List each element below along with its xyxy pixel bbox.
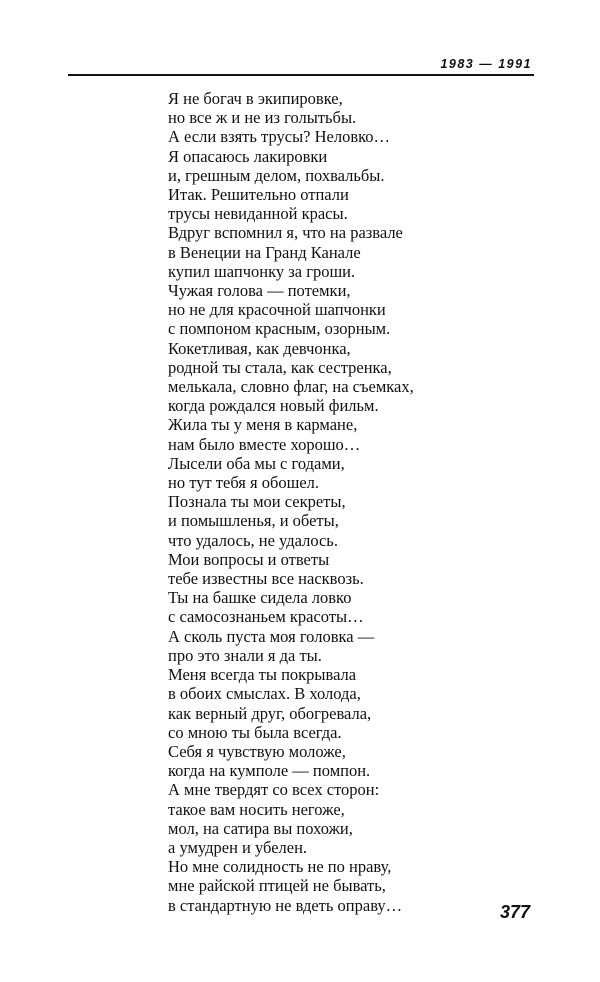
poem-line: Жила ты у меня в кармане, <box>168 415 358 435</box>
poem-line: Познала ты мои секреты, <box>168 492 346 512</box>
poem-line: нам было вместе хорошо… <box>168 434 361 454</box>
poem-line: Но мне солидность не по нраву, <box>168 857 392 877</box>
poem-line: трусы невиданной красы. <box>168 204 348 224</box>
poem-line: и, грешным делом, похвальбы. <box>168 165 385 185</box>
poem-line: Ты на башке сидела ловко <box>168 588 352 608</box>
poem-line: и помышленья, и обеты, <box>168 511 339 531</box>
poem-line: а умудрен и убелен. <box>168 837 308 857</box>
poem-line: с помпоном красным, озорным. <box>168 319 391 339</box>
poem-line: Чужая голова — потемки, <box>168 281 351 301</box>
poem-line: Я не богач в экипировке, <box>168 89 343 108</box>
poem-line: тебе известны все насквозь. <box>168 569 364 589</box>
poem-line: когда на кумполе — помпон. <box>168 761 371 781</box>
poem-line: Мои вопросы и ответы <box>168 549 330 569</box>
poem-line: купил шапчонку за гроши. <box>168 261 356 281</box>
poem-text <box>168 89 414 915</box>
running-header-title: 1983 — 1991 <box>440 57 532 71</box>
poem-line: Кокетливая, как девчонка, <box>168 338 351 358</box>
poem-line: мол, на сатира вы похожи, <box>168 818 353 838</box>
poem-line: мелькала, словно флаг, на съемках, <box>168 377 414 397</box>
poem-line: Я опасаюсь лакировки <box>168 146 328 166</box>
poem-line: в стандартную не вдеть оправу… <box>168 895 403 915</box>
poem-line: родной ты стала, как сестренка, <box>168 357 392 377</box>
poem-line: со мною ты была всегда. <box>168 722 342 742</box>
poem-line: Лысели оба мы с годами, <box>168 453 345 473</box>
poem-line: такое вам носить негоже, <box>168 799 345 819</box>
poem-line: Вдруг вспомнил я, что на развале <box>168 223 403 243</box>
poem-line: в Венеции на Гранд Канале <box>168 242 361 262</box>
poem-line: А если взять трусы? Неловко… <box>168 127 391 147</box>
poem-line: что удалось, не удалось. <box>168 530 338 550</box>
poem-line: но не для красочной шапчонки <box>168 300 386 320</box>
poem-line: в обоих смыслах. В холода, <box>168 684 361 704</box>
poem-line: Меня всегда ты покрывала <box>168 665 357 685</box>
poem-line: Итак. Решительно отпали <box>168 185 349 205</box>
poem-line: когда рождался новый фильм. <box>168 396 379 416</box>
poem-line: но тут тебя я обошел. <box>168 473 320 493</box>
poem-line: мне райской птицей не бывать, <box>168 876 386 896</box>
poem-line: но все ж и не из голытьбы. <box>168 108 357 128</box>
header-rule <box>68 74 534 76</box>
page-number: 377 <box>499 902 530 922</box>
poem-line: с самосознаньем красоты… <box>168 607 364 627</box>
poem-line: А сколь пуста моя головка — <box>168 626 375 646</box>
poem-line: как верный друг, обогревала, <box>168 703 372 723</box>
poem-line: про это знали я да ты. <box>168 645 322 665</box>
poem-line: Себя я чувствую моложе, <box>168 741 346 761</box>
poem-line: А мне твердят со всех сторон: <box>168 780 380 800</box>
